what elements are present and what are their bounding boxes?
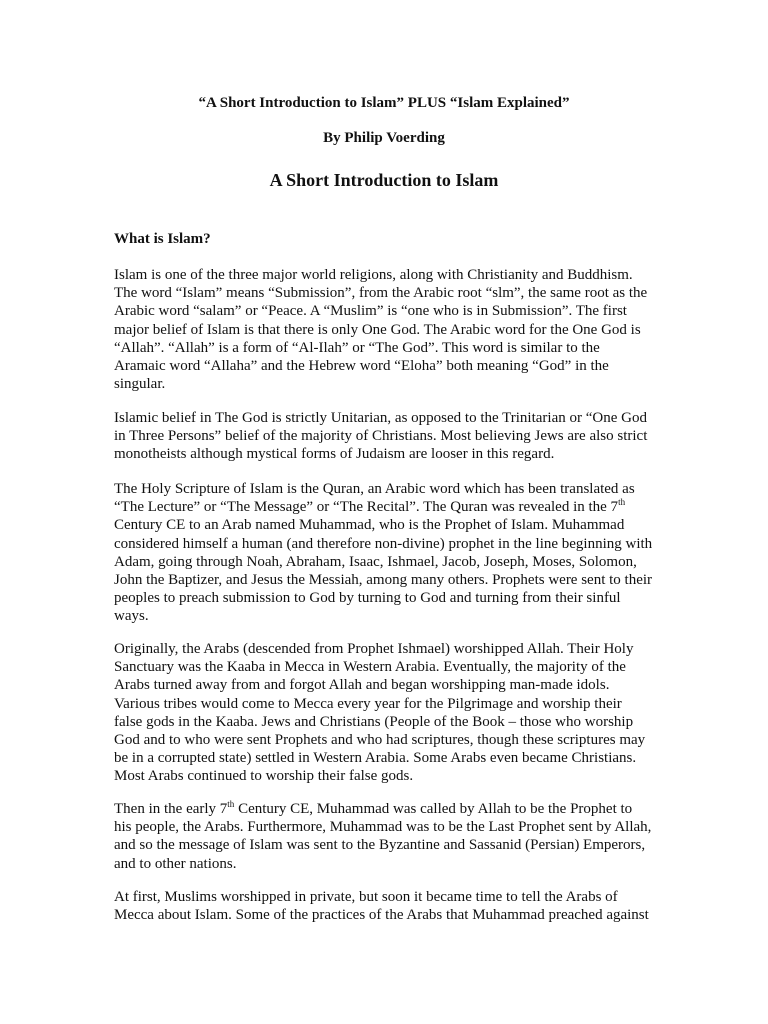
text-line [114, 888, 674, 906]
line-text: Originally, the Arabs (descended from Prophet Ishmael) worshipped Allah. Their Holy [114, 641, 634, 657]
text-line [114, 321, 674, 339]
text-line [114, 640, 674, 658]
text-line [114, 607, 674, 625]
paragraph [114, 888, 674, 924]
text-line [114, 749, 674, 767]
paragraph [114, 409, 674, 464]
line-text-continued: Century CE, Muhammad was called by Allah to be the Prophet to [234, 801, 633, 817]
text-line [114, 713, 674, 731]
text-line [114, 302, 674, 320]
section-heading: What is Islam? [114, 231, 211, 247]
text-line [114, 266, 674, 284]
text-line [114, 731, 674, 749]
text-line [114, 445, 674, 463]
text-line [114, 676, 674, 694]
line-text: Aramaic word “Allaha” and the Hebrew word “Eloha” both meaning “God” in the [114, 357, 609, 374]
line-text: “Allah”. “Allah” is a form of “Al-Ilah” or “The God”. This word is similar to the [114, 339, 600, 356]
text-line [114, 589, 674, 607]
paragraph [114, 800, 674, 873]
section-title: A Short Introduction to Islam [269, 170, 499, 190]
line-text: and to other nations. [114, 855, 237, 872]
text-line [114, 800, 674, 818]
line-text: The Holy Scripture of Islam is the Quran, an Arabic word which has been translated as [114, 481, 635, 497]
line-text: major belief of Islam is that there is only One God. The Arabic word for the One God is [114, 321, 641, 338]
line-text: John the Baptizer, and Jesus the Messiah, among many others. Prophets were sent to their [114, 571, 653, 588]
text-line [114, 535, 674, 553]
text-line [114, 409, 674, 427]
line-text: Then in the early 7 [114, 801, 228, 817]
paragraph [114, 480, 674, 626]
line-text: be in a corrupted state) settled in Western Arabia. Some Arabs even became Christians. [114, 750, 637, 767]
line-text: At first, Muslims worshipped in private, but soon it became time to tell the Arabs of [114, 889, 618, 905]
text-line [114, 339, 674, 357]
line-text: “The Lecture” or “The Message” or “The Recital”. The Quran was revealed in the 7 [114, 499, 619, 516]
text-line [114, 836, 674, 854]
paragraph [114, 640, 674, 786]
text-line [114, 658, 674, 676]
line-text: Arabic word “salam” or “Peace. A “Muslim” is “one who is in Submission”. The first [114, 303, 627, 320]
line-text: singular. [114, 376, 166, 393]
text-line [114, 906, 674, 924]
text-line [114, 767, 674, 785]
line-text: Islamic belief in The God is strictly Unitarian, as opposed to the Trinitarian or “One God [114, 410, 647, 426]
text-line [114, 571, 674, 589]
text-line [114, 818, 674, 836]
text-line [114, 284, 674, 302]
text-line [114, 480, 674, 498]
line-text: Various tribes would come to Mecca every year for the Pilgrimage and worship their [114, 695, 622, 712]
line-text: his people, the Arabs. Furthermore, Muhammad was to be the Last Prophet sent by Allah, [114, 819, 652, 836]
line-text: considered himself a human (and therefore non-divine) prophet in the line beginning with [114, 535, 653, 552]
line-text: God and to who were sent Prophets and who had scriptures, though these scriptures may [114, 731, 646, 748]
text-line [114, 498, 674, 516]
text-line [114, 375, 674, 393]
line-text: monotheists although mystical forms of Judaism are looser in this regard. [114, 446, 555, 463]
document-title: “A Short Introduction to Islam” PLUS “Islam Explained” [198, 95, 570, 111]
line-text: Arabs turned away from and forgot Allah and began worshipping man-made idols. [114, 677, 610, 694]
line-text: in Three Persons” belief of the majority of Christians. Most believing Jews are also strict [114, 428, 648, 445]
paragraph [114, 266, 674, 393]
superscript: th [227, 799, 235, 809]
line-text: Islam is one of the three major world religions, along with Christianity and Buddhism. [114, 267, 633, 283]
superscript: th [618, 497, 626, 508]
line-text: false gods in the Kaaba. Jews and Christians (People of the Book – those who worship [114, 713, 634, 730]
text-line [114, 516, 674, 534]
text-line [114, 553, 674, 571]
line-text: Century CE to an Arab named Muhammad, who is the Prophet of Islam. Muhammad [114, 517, 625, 534]
line-text: peoples to preach submission to God by turning to God and turning from their sinful [114, 590, 621, 607]
line-text: The word “Islam” means “Submission”, from the Arabic root “slm”, the same root as the [114, 285, 648, 302]
line-text: Most Arabs continued to worship their false gods. [114, 768, 414, 785]
text-line [114, 427, 674, 445]
text-line [114, 695, 674, 713]
text-line [114, 357, 674, 375]
document-author: By Philip Voerding [323, 130, 445, 146]
line-text: Adam, going through Noah, Abraham, Isaac, Ishmael, Jacob, Joseph, Moses, Solomon, [114, 553, 637, 570]
line-text: and so the message of Islam was sent to the Byzantine and Sassanid (Persian) Emperors, [114, 837, 646, 854]
line-text: Mecca about Islam. Some of the practices of the Arabs that Muhammad preached against [114, 907, 649, 924]
line-text: ways. [114, 608, 149, 625]
line-text: Sanctuary was the Kaaba in Mecca in Western Arabia. Eventually, the majority of the [114, 659, 626, 676]
text-line [114, 855, 674, 873]
